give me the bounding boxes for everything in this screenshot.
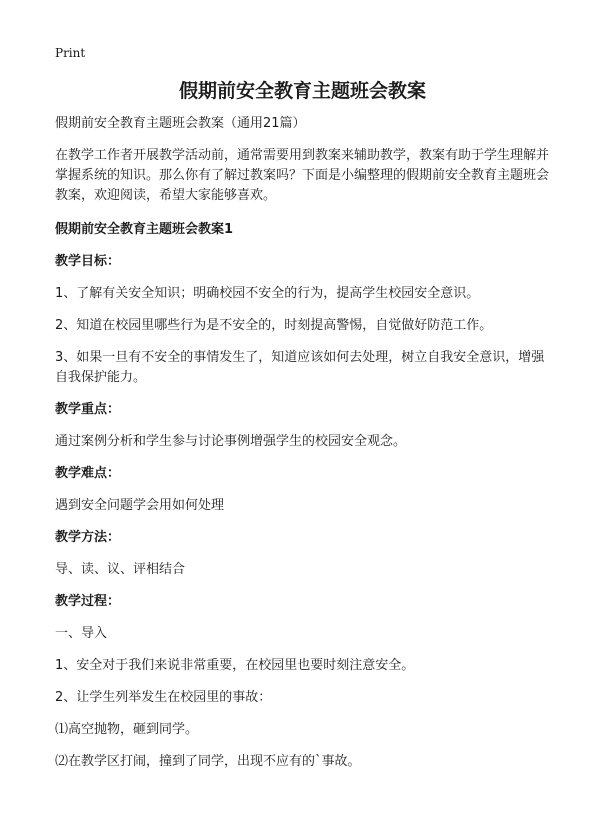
section-title: 假期前安全教育主题班会教案1	[55, 222, 234, 237]
process-item: 2、让学生列举发生在校园里的事故：	[55, 690, 272, 705]
goal-item: 1、了解有关安全知识；明确校园不安全的行为，提高学生校园安全意识。	[55, 286, 480, 301]
page-title: 假期前安全教育主题班会教案	[178, 80, 426, 102]
process-item: ⑴高空抛物，砸到同学。	[55, 722, 199, 737]
document-subtitle: 假期前安全教育主题班会教案（通用21篇）	[55, 116, 306, 131]
key-text: 通过案例分析和学生参与讨论事例增强学生的校园安全观念。	[55, 434, 407, 449]
difficulty-heading: 教学难点：	[55, 466, 121, 481]
intro-paragraph: 在教学工作者开展教学活动前，通常需要用到教案来辅助教学，教案有助于学生理解并掌握系统的知识。那么你有了解过教案吗？下面是小编整理的假期前安全教育主题班会教案，欢迎阅读，希望大家能够喜欢。	[55, 148, 550, 203]
print-label[interactable]: Print	[55, 46, 86, 60]
goal-item: 3、如果一旦有不安全的事情发生了，知道应该如何去处理，树立自我安全意识，增强自我保护能力。	[55, 350, 545, 385]
process-item: 一、导入	[55, 626, 108, 641]
process-heading: 教学过程：	[55, 594, 121, 609]
process-item: ⑵在教学区打闹，撞到了同学，出现不应有的`事故。	[55, 754, 361, 769]
goals-heading: 教学目标：	[55, 254, 121, 269]
method-text: 导、读、议、评相结合	[55, 562, 186, 577]
process-item: 1、安全对于我们来说非常重要，在校园里也要时刻注意安全。	[55, 658, 415, 673]
difficulty-text: 遇到安全问题学会用如何处理	[55, 498, 225, 513]
goal-item: 2、知道在校园里哪些行为是不安全的，时刻提高警惕，自觉做好防范工作。	[55, 318, 493, 333]
method-heading: 教学方法：	[55, 530, 121, 545]
key-heading: 教学重点：	[55, 402, 121, 417]
